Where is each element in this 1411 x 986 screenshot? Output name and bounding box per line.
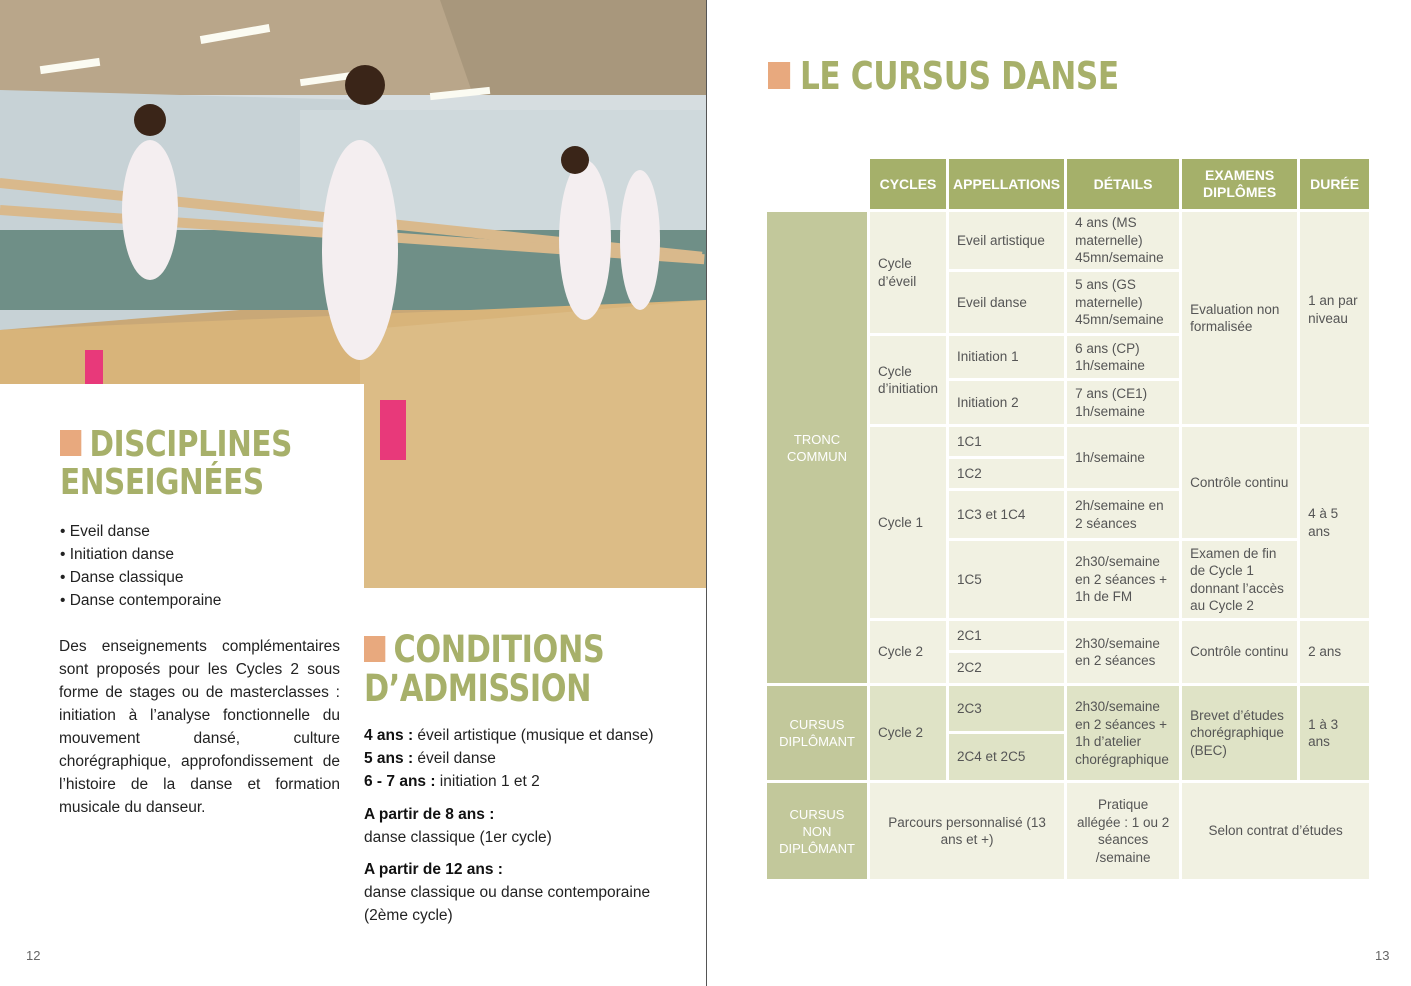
- age-label: 6 - 7 ans :: [364, 773, 436, 790]
- header-cycles: CYCLES: [870, 159, 949, 212]
- cursus-table: [767, 159, 1372, 882]
- table-row: TRONC COMMUN Cycle d’éveil Eveil artistique 4 ans (MS maternelle) 45mn/semaine Evaluation non formalisée 1 an par niveau: [767, 212, 1372, 272]
- table-row: 1C5 2h30/semaine en 2 séances + 1h de FM Examen de fin de Cycle 1 donnant l’accès au Cycle 2: [767, 541, 1372, 621]
- header-appellations: APPELLATIONS: [949, 159, 1067, 212]
- cursus-diplomant-label: CURSUS DIPLÔMANT: [767, 686, 870, 783]
- cycle-initiation: Cycle d’initiation: [870, 336, 949, 427]
- table-row: 2C2: [767, 653, 1372, 686]
- list-item: • Danse classique: [60, 566, 221, 589]
- cursus-title: LE CURSUS DANSE: [768, 56, 1119, 96]
- list-item: • Danse contemporaine: [60, 589, 221, 612]
- cursus-non-diplomant-label: CURSUS NON DIPLÔMANT: [767, 783, 870, 882]
- admission-ages: [364, 724, 664, 793]
- table-row: Cycle 1 1C1 1h/semaine Contrôle continu 4 à 5 ans: [767, 427, 1372, 459]
- admission-title: CONDITIONS D’ADMISSION: [364, 628, 605, 710]
- disciplines-paragraph: Des enseignements complémentaires sont proposés pour les Cycles 2 sous forme de stages ou de masterclasses : initiation à l’analyse fonctionnelle du mouvement dansé, culture chorégraphique, approfondissement de l’histoire de la danse et formation musicale du danseur.: [59, 638, 340, 816]
- cycle-1: Cycle 1: [870, 427, 949, 621]
- age-text: initiation 1 et 2: [435, 773, 540, 790]
- orange-square-icon: [60, 430, 81, 456]
- table-row: Cycle 2 2C1 2h30/semaine en 2 séances Contrôle continu 2 ans: [767, 621, 1372, 653]
- cycle-2: Cycle 2: [870, 621, 949, 686]
- age-label: 5 ans :: [364, 750, 414, 767]
- orange-square-icon: [768, 62, 790, 89]
- table-row: 2C4 et 2C5: [767, 734, 1372, 783]
- age-text: éveil artistique (musique et danse): [413, 727, 654, 744]
- tronc-commun-label: TRONC COMMUN: [767, 212, 870, 686]
- table-row: Initiation 2 7 ans (CE1) 1h/semaine: [767, 381, 1372, 427]
- age-text: éveil danse: [413, 750, 496, 767]
- orange-square-icon: [364, 636, 385, 662]
- table-row: CURSUS DIPLÔMANT Cycle 2 2C3 2h30/semaine en 2 séances + 1h d’atelier chorégraphique Brevet d’études chorégraphique (BEC) 1 à 3 ans: [767, 686, 1372, 734]
- page-number-right: 13: [1375, 948, 1390, 963]
- admission-from-8: A partir de 8 ans : danse classique (1er cycle): [364, 806, 552, 846]
- cycle-eveil: Cycle d’éveil: [870, 212, 949, 336]
- list-item: • Initiation danse: [60, 543, 221, 566]
- table-row: 1C3 et 1C4 2h/semaine en 2 séances: [767, 491, 1372, 541]
- table-header-row: [767, 159, 1372, 212]
- list-item: • Eveil danse: [60, 520, 221, 543]
- age-label: 4 ans :: [364, 727, 414, 744]
- header-duree: DURÉE: [1300, 159, 1372, 212]
- table-row: Cycle d’initiation Initiation 1 6 ans (CP) 1h/semaine: [767, 336, 1372, 381]
- table-row: 1C2: [767, 459, 1372, 491]
- page-number-left: 12: [26, 948, 41, 963]
- header-examens: EXAMENS DIPLÔMES: [1182, 159, 1300, 212]
- admission-from-12: A partir de 12 ans : danse classique ou danse contemporaine (2ème cycle): [364, 861, 651, 924]
- table-row: CURSUS NON DIPLÔMANT Parcours personnalisé (13 ans et +) Pratique allégée : 1 ou 2 séances /semaine Selon contrat d’études: [767, 783, 1372, 882]
- table-row: Eveil danse 5 ans (GS maternelle) 45mn/semaine: [767, 272, 1372, 336]
- header-details: DÉTAILS: [1067, 159, 1182, 212]
- disciplines-title: DISCIPLINES ENSEIGNÉES: [60, 424, 292, 503]
- disciplines-list: [60, 520, 221, 612]
- page-divider: [706, 0, 707, 986]
